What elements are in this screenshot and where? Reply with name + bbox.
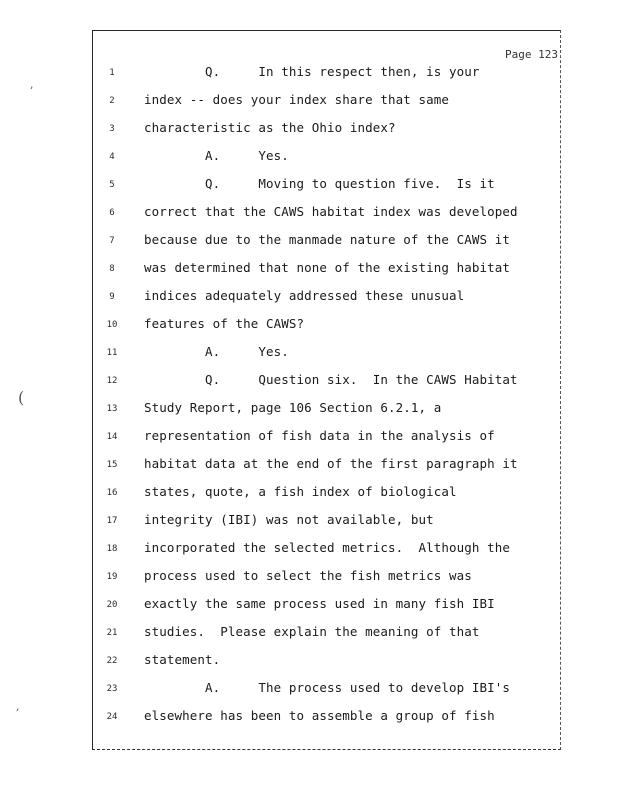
line-number: 24 — [106, 712, 118, 722]
line-number: 18 — [106, 544, 118, 554]
transcript-line — [0, 146, 618, 174]
transcript-line — [0, 342, 618, 370]
transcript-line — [0, 566, 618, 594]
line-number: 14 — [106, 432, 118, 442]
margin-mark: , — [16, 700, 20, 713]
line-number: 5 — [109, 180, 115, 190]
line-number: 8 — [109, 264, 115, 274]
line-text: Study Report, page 106 Section 6.2.1, a — [144, 400, 442, 415]
line-number: 10 — [106, 320, 118, 330]
line-text: habitat data at the end of the first paragraph it — [144, 456, 518, 471]
transcript-line — [0, 286, 618, 314]
line-number: 17 — [106, 516, 118, 526]
line-text: A. Yes. — [144, 148, 289, 163]
line-number: 15 — [106, 460, 118, 470]
transcript-line — [0, 510, 618, 538]
line-text: index -- does your index share that same — [144, 92, 450, 107]
line-number: 16 — [106, 488, 118, 498]
line-number: 21 — [106, 628, 118, 638]
line-text: Q. Moving to question five. Is it — [144, 176, 495, 191]
transcript-line — [0, 482, 618, 510]
line-text: Q. Question six. In the CAWS Habitat — [144, 372, 518, 387]
line-number: 19 — [106, 572, 118, 582]
transcript-line — [0, 174, 618, 202]
transcript-line — [0, 398, 618, 426]
line-text: was determined that none of the existing habitat — [144, 260, 511, 275]
line-number: 11 — [106, 348, 118, 358]
line-text: A. Yes. — [144, 344, 289, 359]
line-text: characteristic as the Ohio index? — [144, 120, 396, 135]
transcript-line — [0, 454, 618, 482]
transcript-line — [0, 594, 618, 622]
transcript-line — [0, 258, 618, 286]
line-text: A. The process used to develop IBI's — [144, 680, 511, 695]
transcript-line — [0, 650, 618, 678]
line-number: 20 — [106, 600, 118, 610]
line-number: 22 — [106, 656, 118, 666]
transcript-line — [0, 62, 618, 90]
transcript-line — [0, 118, 618, 146]
line-number: 13 — [106, 404, 118, 414]
transcript-line — [0, 314, 618, 342]
line-number: 2 — [109, 96, 115, 106]
line-number: 7 — [109, 236, 115, 246]
line-number: 6 — [109, 208, 115, 218]
line-text: because due to the manmade nature of the CAWS it — [144, 232, 511, 247]
transcript-line — [0, 706, 618, 734]
margin-mark: , — [30, 78, 34, 91]
line-text: states, quote, a fish index of biological — [144, 484, 457, 499]
line-number: 23 — [106, 684, 118, 694]
transcript-line — [0, 538, 618, 566]
transcript-line — [0, 90, 618, 118]
transcript-line — [0, 426, 618, 454]
line-text: elsewhere has been to assemble a group of fish — [144, 708, 495, 723]
line-number: 12 — [106, 376, 118, 386]
transcript-line — [0, 622, 618, 650]
line-text: integrity (IBI) was not available, but — [144, 512, 434, 527]
line-text: indices adequately addressed these unusual — [144, 288, 465, 303]
line-text: process used to select the fish metrics was — [144, 568, 472, 583]
line-number: 3 — [109, 124, 115, 134]
line-text: exactly the same process used in many fish IBI — [144, 596, 495, 611]
line-text: features of the CAWS? — [144, 316, 305, 331]
line-text: studies. Please explain the meaning of that — [144, 624, 480, 639]
line-text: representation of fish data in the analysis of — [144, 428, 495, 443]
transcript-line — [0, 678, 618, 706]
page-number: Page 123 — [505, 48, 558, 61]
line-number: 9 — [109, 292, 115, 302]
line-text: statement. — [144, 652, 221, 667]
transcript-line — [0, 370, 618, 398]
line-text: correct that the CAWS habitat index was developed — [144, 204, 518, 219]
line-text: incorporated the selected metrics. Although the — [144, 540, 511, 555]
transcript-line — [0, 230, 618, 258]
line-text: Q. In this respect then, is your — [144, 64, 480, 79]
margin-mark: ( — [18, 388, 25, 407]
transcript-line — [0, 202, 618, 230]
line-number: 1 — [109, 68, 115, 78]
line-number: 4 — [109, 152, 115, 162]
